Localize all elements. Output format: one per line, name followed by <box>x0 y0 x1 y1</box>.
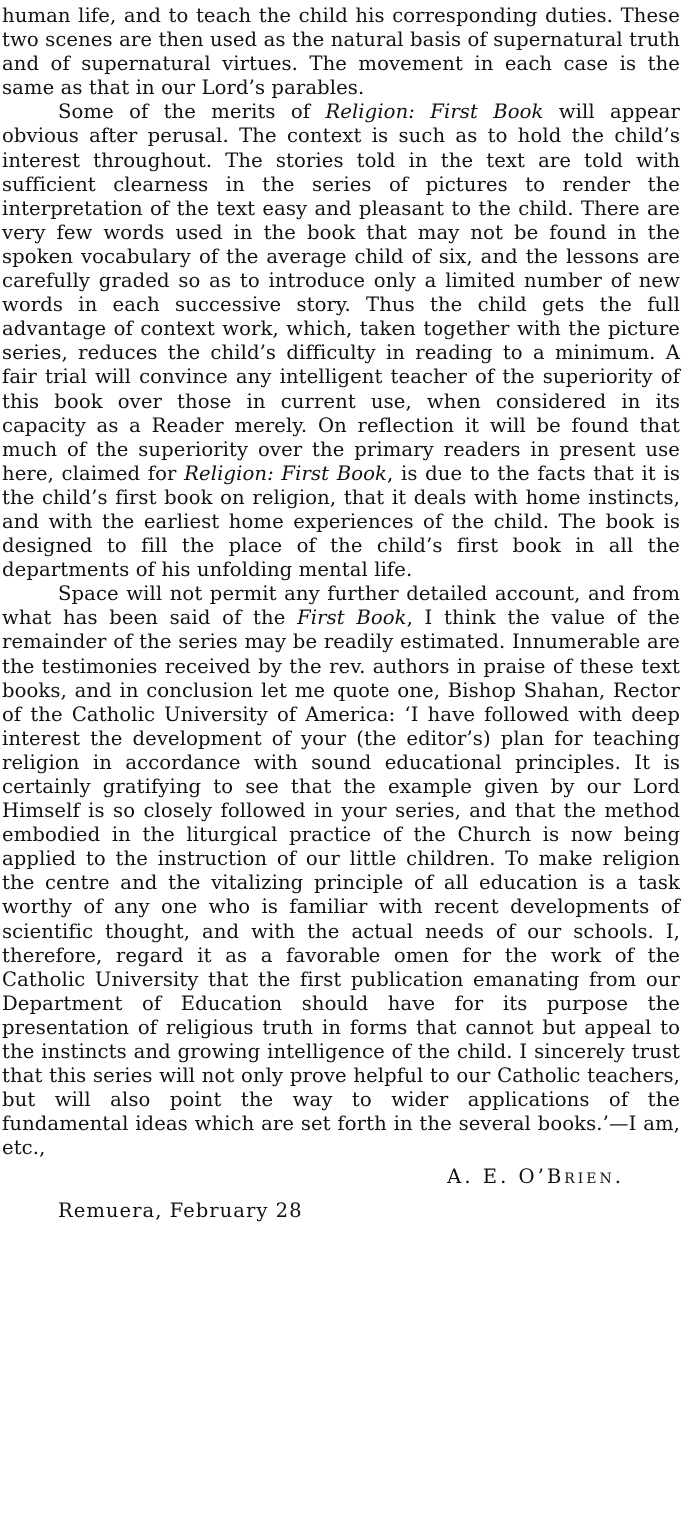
text-run: , is due to the facts that it is the child’s first book on religion, that it deals with home instincts, and with the earliest home experiences of the child. The book is designed to fill the place of the child’s first book in all the departments of his unfolding mental life. <box>2 461 680 582</box>
dateline: Remuera, February 28 <box>58 1198 303 1222</box>
book-title: First Book <box>297 606 407 630</box>
book-title: Religion: First Book <box>325 100 544 124</box>
paragraph-text: human life, and to teach the child his corresponding duties. These two scenes are then used as the natural basis of supernatural truth and of supernatural virtues. The movement in each case is the same as that in our Lord’s parables. <box>2 4 680 100</box>
text-run: Some of the merits of <box>58 100 326 124</box>
signature: A. E. O’Brien. <box>447 1164 624 1188</box>
text-run: , I think the value of the remainder of the series may be readily estimated. Innumerable are the testimonies received by the rev. authors in praise of these text books, and in conclusion let me quote one, Bishop Shahan, Rector of the Catholic University of America: ‘I have followed with deep interest the development of your (the editor’s) plan for teaching religion in accordance with sound educational principles. It is certainly gratifying to see that the example given by our Lord Himself is so closely followed in your series, and that the method embodied in the liturgical practice of the Church is now being applied to the instruction of our little children. To make religion the centre and the vitalizing principle of all education is a task worthy of any one who is familiar with recent developments of scientific thought, and with the actual needs of our schools. I, therefore, regard it as a favorable omen for the work of the Catholic University that the first publication emanating from our Department of Education should have for its purpose the presentation of religious truth in forms that cannot but appeal to the instincts and growing intelligence of the child. I sincerely trust that this series will not only prove helpful to our Catholic teachers, but will also point the way to wider applications of the fundamental ideas which are set forth in the several books.’—I am, etc., <box>2 606 681 1160</box>
book-title: Religion: First Book <box>184 461 387 485</box>
text-run: Space will not permit any further detailed account, and from what has been said of the <box>2 582 680 630</box>
paragraph-testimony <box>2 582 680 1160</box>
paragraph-merits <box>2 100 680 582</box>
text-run: will appear obvious after perusal. The context is such as to hold the child’s interest throughout. The stories told in the text are told with sufficient clearness in the series of pictures to render the interpretation of the text easy and pleasant to the child. There are very few words used in the book that may not be found in the spoken vocabulary of the average child of six, and the lessons are carefully graded so as to introduce only a limited number of new words in each successive story. Thus the child gets the full advantage of context work, which, taken together with the picture series, reduces the child’s difficulty in reading to a minimum. A fair trial will convince any intelligent teacher of the superiority of this book over those in current use, when considered in its capacity as a Reader merely. On reflection it will be found that much of the superiority over the primary readers in present use here, claimed for <box>2 100 680 485</box>
paragraph-continuation <box>2 4 680 100</box>
